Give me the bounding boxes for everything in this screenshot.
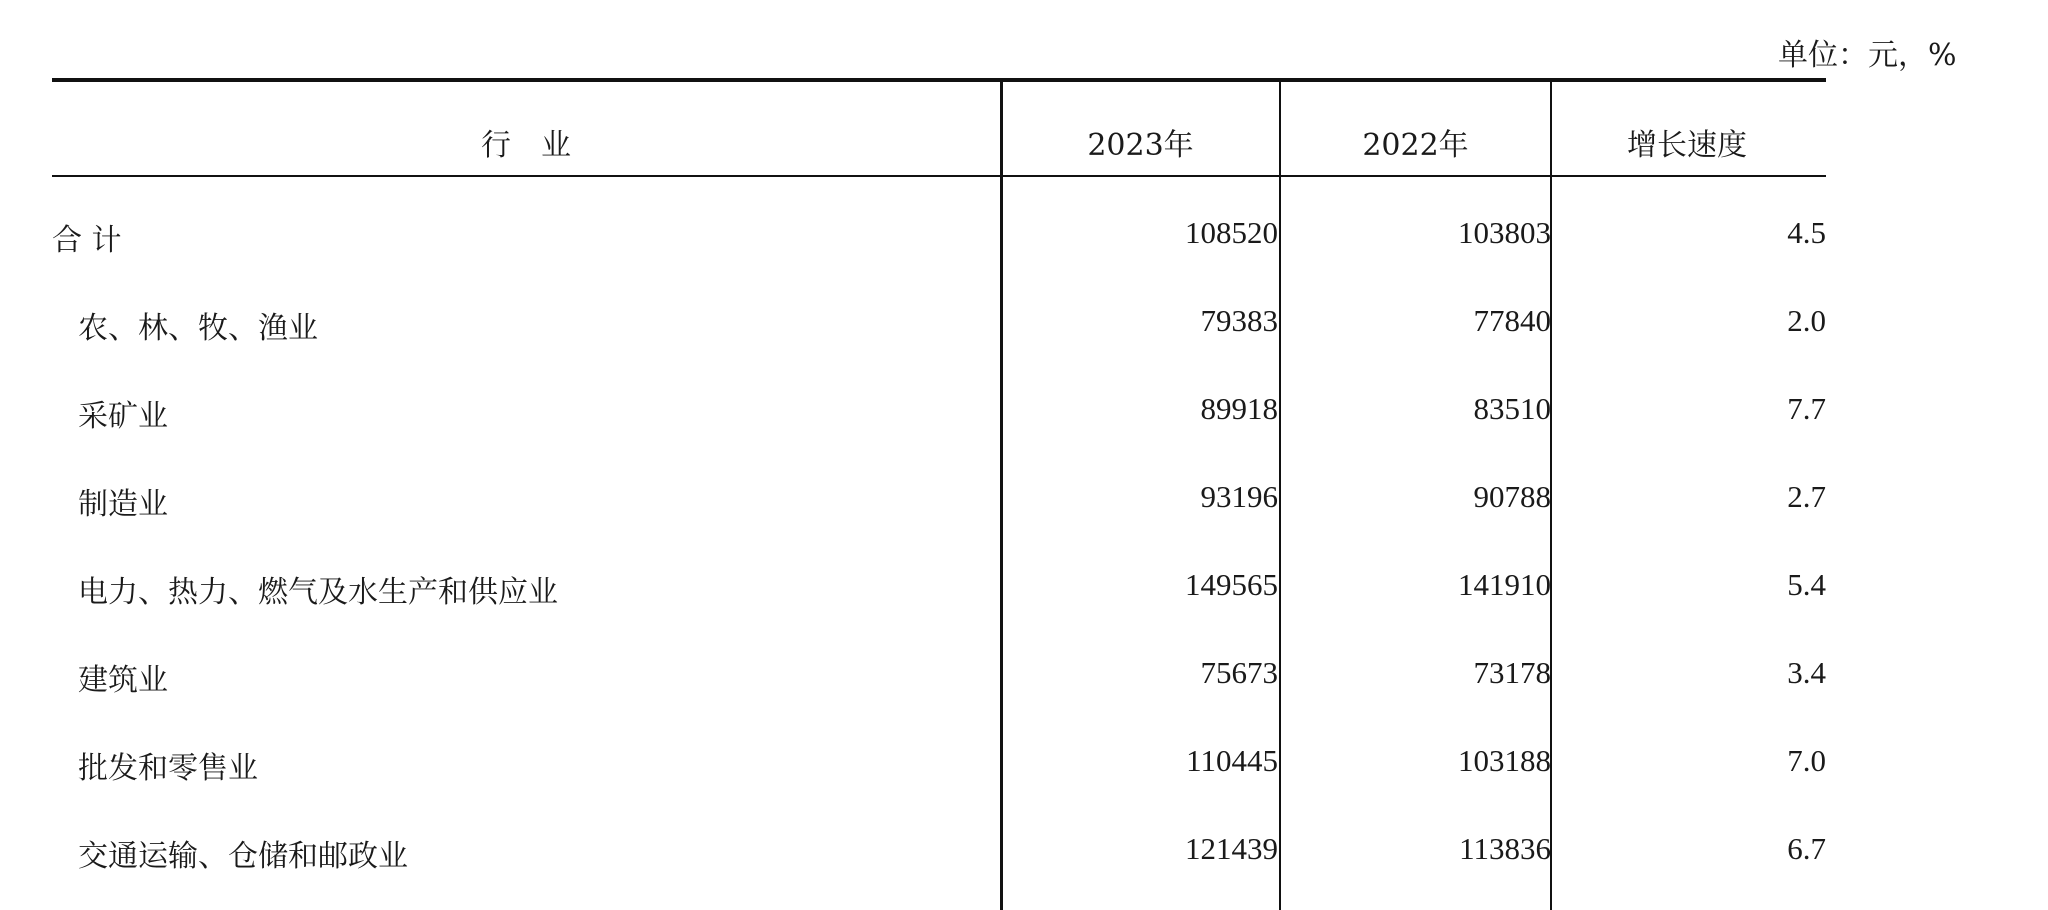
value-2023: 108520 <box>1185 215 1278 250</box>
value-2022: 103188 <box>1458 743 1551 778</box>
value-2023: 121439 <box>1185 831 1278 866</box>
growth-rate: 2.7 <box>1787 479 1826 514</box>
table-top-rule <box>52 78 1826 82</box>
row-name: 建筑业 <box>78 663 168 698</box>
row-name: 合 计 <box>52 223 122 258</box>
value-2022: 103803 <box>1458 215 1551 250</box>
table-header-rule <box>52 175 1826 177</box>
value-2022: 141910 <box>1458 567 1551 602</box>
row-name: 批发和零售业 <box>78 751 258 786</box>
value-2022: 83510 <box>1473 391 1551 426</box>
value-2022: 73178 <box>1473 655 1551 690</box>
table-row <box>0 281 2048 369</box>
value-2023: 110445 <box>1186 743 1278 778</box>
value-2023: 149565 <box>1185 567 1278 602</box>
growth-rate: 7.7 <box>1787 391 1826 426</box>
header-industry: 行 业 <box>481 128 571 163</box>
row-name: 交通运输、仓储和邮政业 <box>78 839 408 874</box>
value-2023: 79383 <box>1200 303 1278 338</box>
growth-rate: 4.5 <box>1787 215 1826 250</box>
table-row <box>0 457 2048 545</box>
header-2023: 2023年 <box>1087 128 1194 163</box>
growth-rate: 6.7 <box>1787 831 1826 866</box>
growth-rate: 7.0 <box>1787 743 1826 778</box>
growth-rate: 2.0 <box>1787 303 1826 338</box>
row-name: 制造业 <box>78 487 168 522</box>
row-name: 电力、热力、燃气及水生产和供应业 <box>78 575 558 610</box>
row-name: 采矿业 <box>78 399 168 434</box>
value-2022: 113836 <box>1459 831 1551 866</box>
growth-rate: 5.4 <box>1787 567 1826 602</box>
header-2022: 2022年 <box>1362 128 1469 163</box>
value-2022: 77840 <box>1473 303 1551 338</box>
value-2022: 90788 <box>1473 479 1551 514</box>
table-row <box>0 721 2048 809</box>
row-name: 农、林、牧、渔业 <box>78 311 318 346</box>
unit-note: 单位：元，% <box>1778 38 1957 73</box>
growth-rate: 3.4 <box>1787 655 1826 690</box>
value-2023: 93196 <box>1200 479 1278 514</box>
header-growth: 增长速度 <box>1627 128 1747 163</box>
table-row-total <box>0 193 2048 281</box>
value-2023: 75673 <box>1200 655 1278 690</box>
table-row <box>0 369 2048 457</box>
value-2023: 89918 <box>1200 391 1278 426</box>
table-row <box>0 633 2048 721</box>
table-row <box>0 809 2048 897</box>
table-row <box>0 545 2048 633</box>
